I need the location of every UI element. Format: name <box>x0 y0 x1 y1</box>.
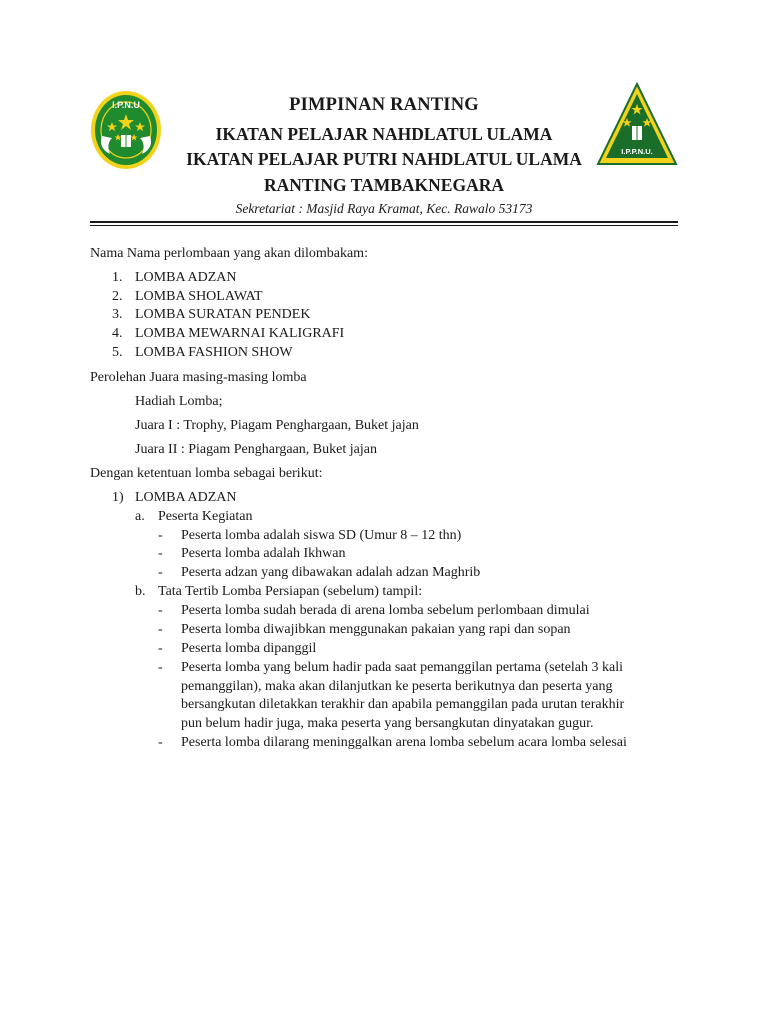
subsection-letter: a. <box>135 509 145 524</box>
list-number: 4. <box>112 326 123 341</box>
list-item: LOMBA MEWARNAI KALIGRAFI <box>135 326 345 341</box>
letterhead-branch: RANTING TAMBAKNEGARA <box>264 175 504 195</box>
rules-intro: Dengan ketentuan lomba sebagai berikut: <box>90 466 323 481</box>
rule-item: Peserta lomba dipanggil <box>181 641 317 656</box>
list-number: 1. <box>112 270 123 285</box>
subsection-title: Peserta Kegiatan <box>158 509 253 524</box>
rule-item: Peserta lomba adalah Ikhwan <box>181 546 346 561</box>
list-item: LOMBA SURATAN PENDEK <box>135 307 311 322</box>
bullet-dash: - <box>158 660 163 675</box>
rule-item: Peserta lomba sudah berada di arena lomba sebelum perlombaan dimulai <box>181 603 590 618</box>
list-number: 5. <box>112 345 123 360</box>
bullet-dash: - <box>158 528 163 543</box>
bullet-dash: - <box>158 603 163 618</box>
letterhead-org-ippnu: IKATAN PELAJAR PUTRI NAHDLATUL ULAMA <box>186 149 582 169</box>
header-divider <box>90 221 678 223</box>
bullet-dash: - <box>158 622 163 637</box>
prize-juara-1: Juara I : Trophy, Piagam Penghargaan, Buket jajan <box>135 418 419 433</box>
list-number: 2. <box>112 289 123 304</box>
letterhead-secretariat: Sekretariat : Masjid Raya Kramat, Kec. Rawalo 53173 <box>235 201 533 216</box>
bullet-dash: - <box>158 735 163 750</box>
rule-item: Peserta lomba yang belum hadir pada saat pemanggilan pertama (setelah 3 kali <box>181 660 624 675</box>
list-item: LOMBA FASHION SHOW <box>135 345 293 360</box>
prize-juara-2: Juara II : Piagam Penghargaan, Buket jajan <box>135 442 377 457</box>
rule-item-continuation: bersangkutan diletakkan terakhir dan apabila pemanggilan pada urutan terakhir <box>181 697 625 712</box>
header-divider-thin <box>90 225 678 226</box>
letterhead-title: PIMPINAN RANTING <box>289 95 479 115</box>
prizes-heading: Perolehan Juara masing-masing lomba <box>90 370 307 385</box>
section-title: LOMBA ADZAN <box>135 490 237 505</box>
bullet-dash: - <box>158 546 163 561</box>
svg-text:I.P.N.U: I.P.N.U <box>112 100 140 110</box>
bullet-dash: - <box>158 565 163 580</box>
rule-item-continuation: pemanggilan), maka akan dilanjutkan ke peserta berikutnya dan peserta yang <box>181 679 613 694</box>
rule-item: Peserta adzan yang dibawakan adalah adzan Maghrib <box>181 565 481 580</box>
list-item: LOMBA ADZAN <box>135 270 237 285</box>
intro-text: Nama Nama perlombaan yang akan dilombakam: <box>90 246 368 261</box>
subsection-title: Tata Tertib Lomba Persiapan (sebelum) tampil: <box>158 584 423 599</box>
list-item: LOMBA SHOLAWAT <box>135 289 263 304</box>
section-number: 1) <box>112 490 124 505</box>
subsection-letter: b. <box>135 584 146 599</box>
prizes-label: Hadiah Lomba; <box>135 394 223 409</box>
letterhead-org-ipnu: IKATAN PELAJAR NAHDLATUL ULAMA <box>215 124 553 144</box>
rule-item: Peserta lomba diwajibkan menggunakan pakaian yang rapi dan sopan <box>181 622 571 637</box>
svg-text:I.P.P.N.U.: I.P.P.N.U. <box>621 147 653 156</box>
bullet-dash: - <box>158 641 163 656</box>
rule-item-continuation: pun belum hadir juga, maka peserta yang bersangkutan dinyatakan gugur. <box>181 716 594 731</box>
rule-item: Peserta lomba dilarang meninggalkan arena lomba sebelum acara lomba selesai <box>181 735 627 750</box>
list-number: 3. <box>112 307 123 322</box>
rule-item: Peserta lomba adalah siswa SD (Umur 8 – 12 thn) <box>181 528 462 543</box>
